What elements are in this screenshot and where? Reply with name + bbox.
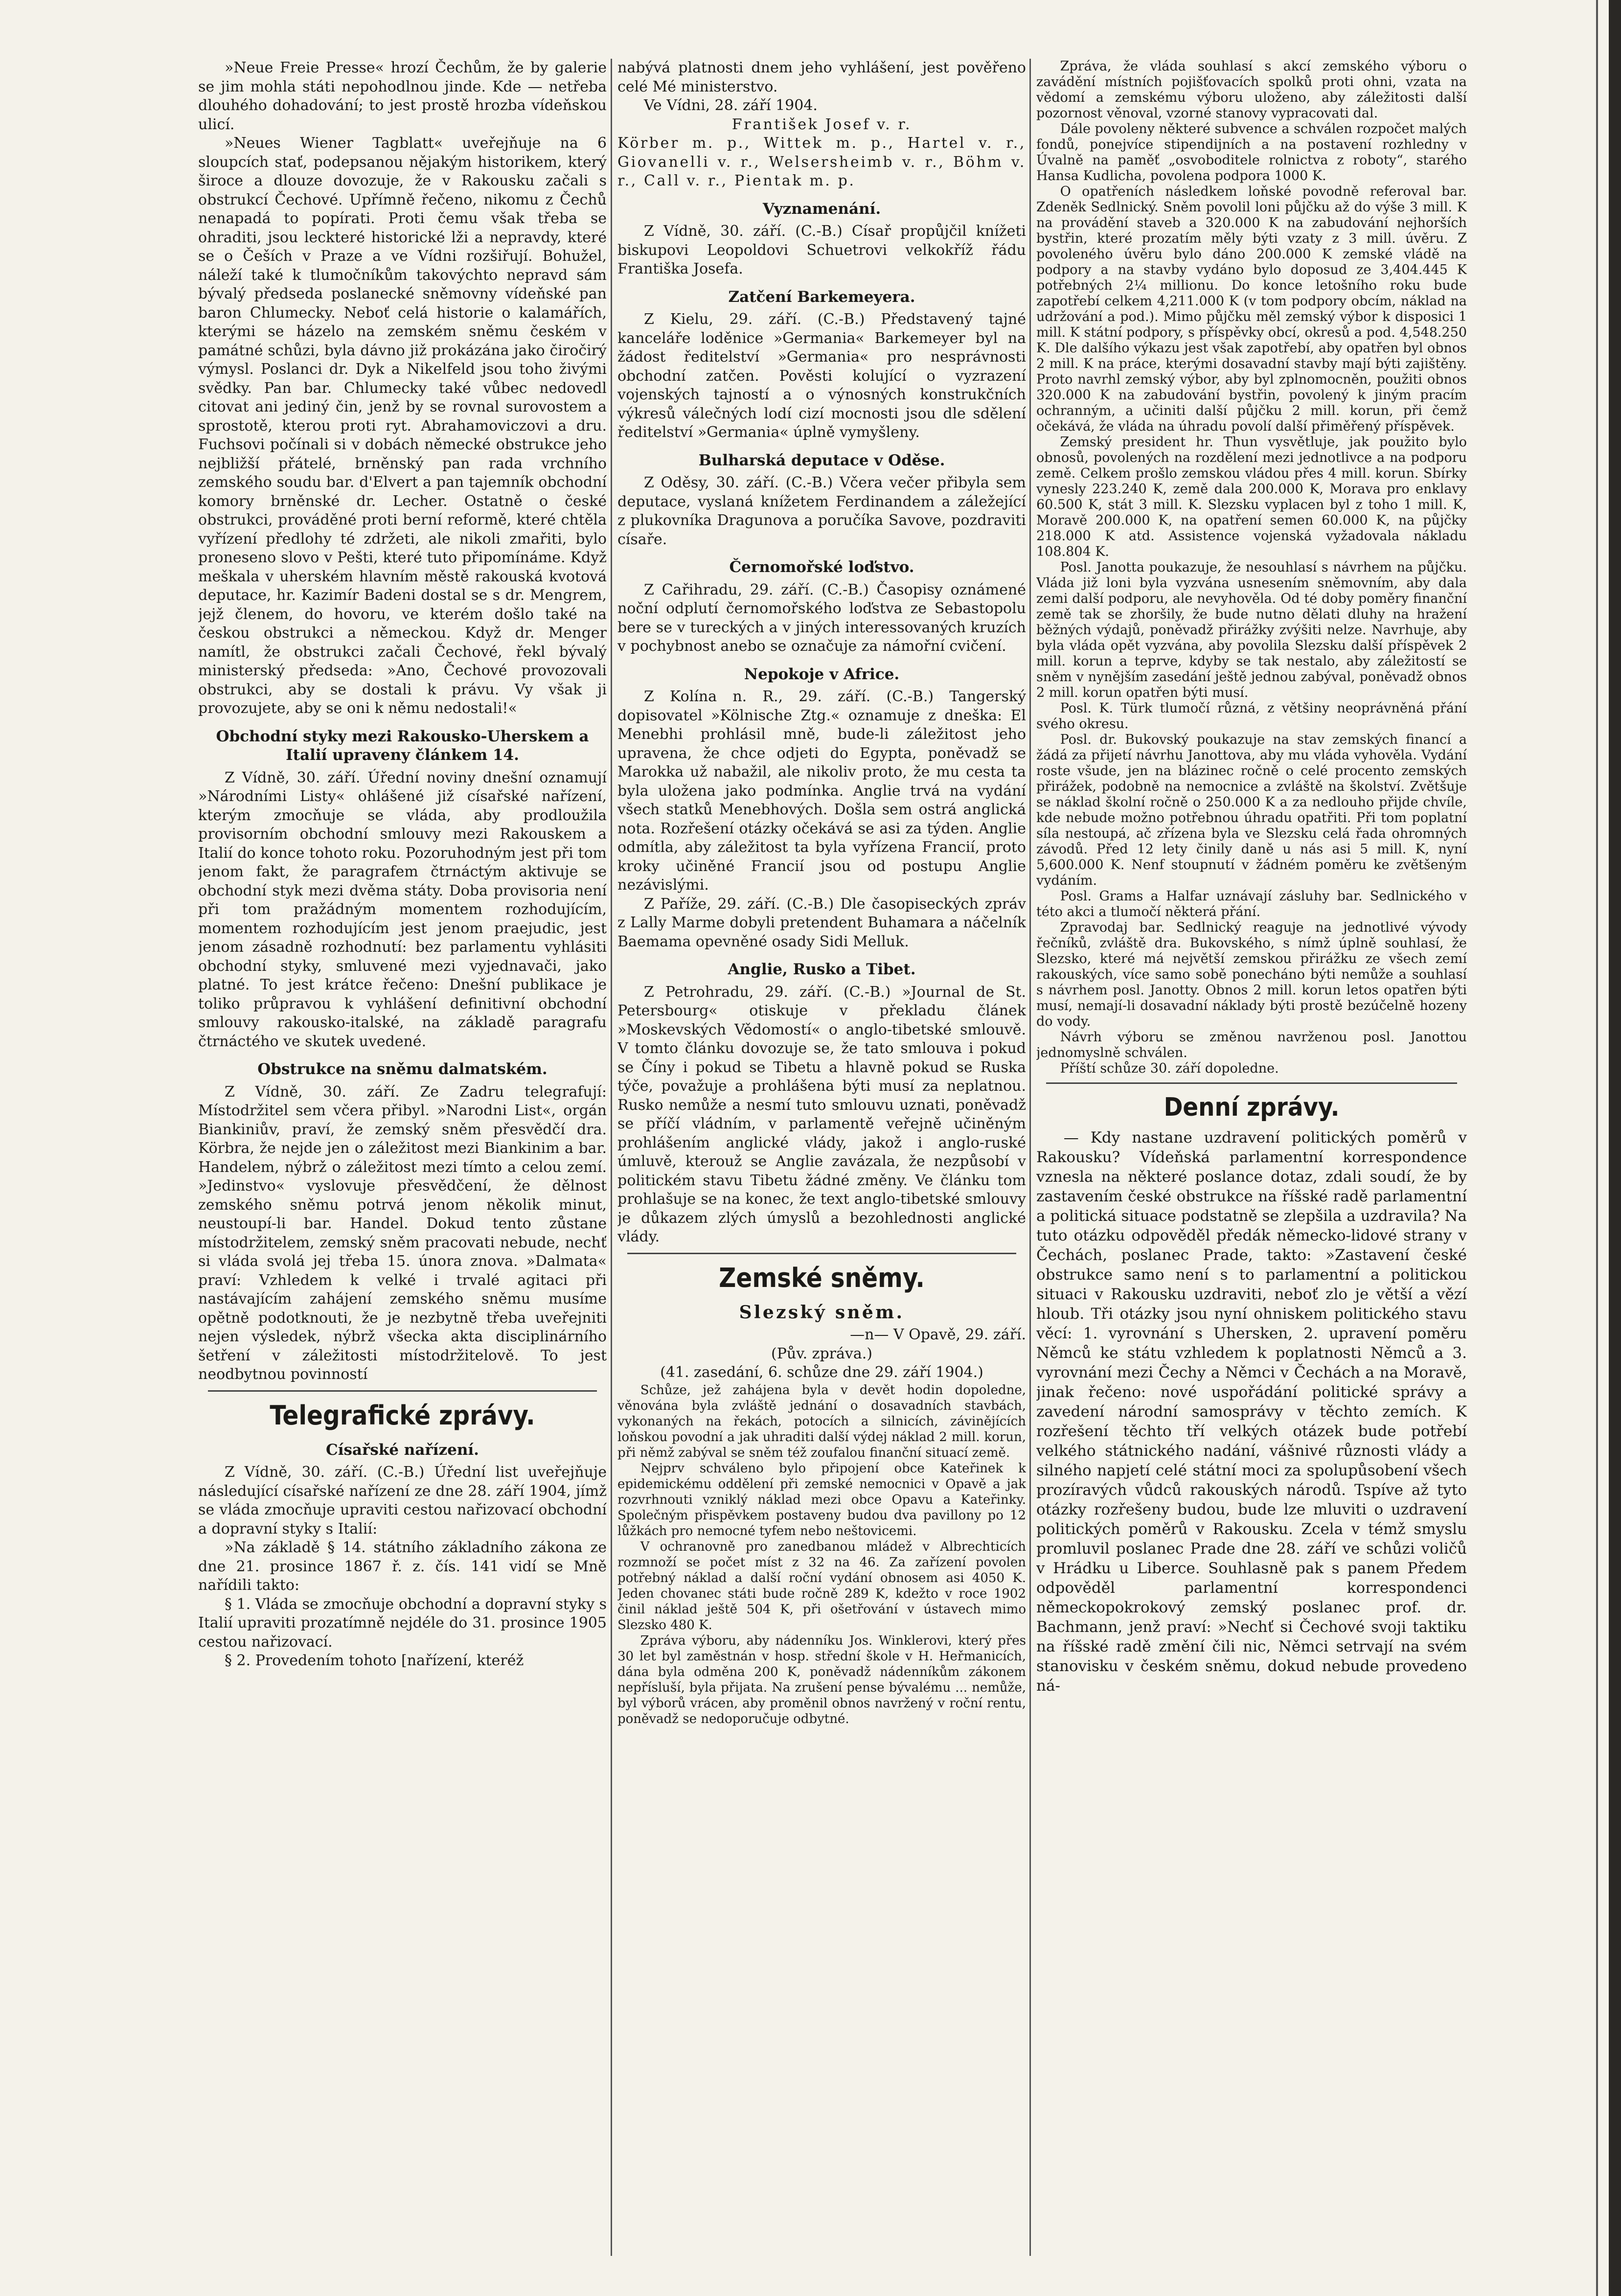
section-divider — [1046, 1082, 1457, 1084]
paragraph: Z Kielu, 29. září. (C.-B.) Představený tajné kanceláře loděnice »Germania« Barkemeyer byl na žádost ředitelství »Germania« pro nesprávnosti obchodní zatčen. Pověsti kolující o vyzrazení vojenských tajností a o výnosných konstrukčních výkresů válečných lodí cizí mocnosti jsou dle sdělení ředitelství »Germania« úplně vymyšleny. — [617, 311, 1026, 441]
article-heading: Obchodní styky mezi Rakousko-Uherskem a Italií upraveny článkem 14. — [216, 727, 589, 764]
dateline: Ve Vídni, 28. září 1904. — [644, 97, 818, 114]
article-heading: Císařské nařízení. — [326, 1441, 479, 1459]
column-rule-1 — [611, 59, 612, 2256]
paragraph: Z Vídně, 30. září. (C.-B.) Císař propůjčil knížeti biskupovi Leopoldovi Schuetrovi velkokříž řádu Františka Josefa. — [617, 223, 1026, 277]
article-heading: Nepokoje v Africe. — [744, 665, 900, 683]
paragraph: Dále povoleny některé subvence a schválen rozpočet malých fondů, ponejvíce stipendijních a na postavení rozhledny v Úvalně na paměť „osvoboditele rolnictva z roboty“, starého Hansa Kudlicha, povolena podpora 1000 K. — [1036, 121, 1467, 184]
column-rule-2 — [1029, 59, 1031, 2256]
article-heading: Černomořské loďstvo. — [729, 558, 914, 576]
article-heading: Bulharská deputace v Oděse. — [698, 451, 945, 469]
paragraph: Nejprv schváleno bylo připojení obce Kateřinek k epidemickému oddělení při zemské nemocnici v Opavě a jak rozvrhnouti vzniklý náklad mezi obce Opavu a Kateřinky. Společným přispěvkem postaveny budou dva pavillony po 12 lůžkách pro nemocné tyfem nebo neštovicemi. — [617, 1461, 1026, 1538]
paragraph: Z Vídně, 30. září. Úřední noviny dnešní oznamují »Národními Listy« ohlášené již císařské nařízení, kterým zmocňuje se vláda, aby prodloužila provisorním obchodní smlouvy mezi Rakouskem a Italií do konce tohoto roku. Pozoruhodným jest při tom jenom fakt, že paragrafem čtrnáctým aktivuje se obchodní styk mezi dvěma státy. Doba provisoria není při tom pražádným momentem rozhodujícím, momentem rozhodujícím jest jenom praejudic, jest jenom zásadně rozhodnutí: bez parlamentu vyhlásiti obchodní styky, smluvené mezi vyjednavači, jako platné. To jest krátce řečeno: Dnešní publikace je toliko průpravou k vyhlášení definitivní obchodní smlouvy rakousko-italské, na základě paragrafu čtrnáctého ve skutek uvedené. — [198, 769, 607, 1050]
column-right — [1036, 59, 1467, 2256]
section-title: Zemské sněmy. — [719, 1262, 925, 1293]
paragraph: § 1. Vláda se zmocňuje obchodní a dopravní styky s Italií upraviti prozatímně nejdéle do 31. prosince 1905 cestou nařizovací. — [198, 1595, 607, 1651]
signature: František Josef v. r. — [731, 115, 912, 133]
paragraph: Z Vídně, 30. září. (C.-B.) Úřední list uveřejňuje následující císařské nařízení ze dne 28. září 1904, jímž se vláda zmocňuje upraviti cestou nařizovací obchodní a dopravní styky s Italií: — [198, 1464, 607, 1538]
paragraph: Zpráva výboru, aby nádenníku Jos. Winklerovi, který přes 30 let byl zaměstnán v hosp. střední škole v H. Heřmanicích, dána byla odměna 200 K, poněvadž nádenníkům zákonem nepřísluší, byla přijata. Na zrušení pense bývalému ... nemůže, byl výborů vrácen, aby proměnil obnos navržený v roční rentu, poněvadž se nedoporučuje odbytné. — [617, 1633, 1026, 1726]
paragraph: O opatřeních následkem loňské povodně referoval bar. Zdeněk Sedlnický. Sněm povolil loni půjčku až do výše 3 mill. K na provádění staveb a 320.000 K na zabudování nejhorších bystřin, které prozatím měly býti vzaty z 3 mill. úvěru. Z povoleného úvěru bylo dáno 200.000 K zemské vládě na podpory a na stavby vydáno bylo doposud ze 3,404.445 K potřebných 2¼ millionu. Do konce letošního roku bude zapotřebí celkem 4,211.000 K (v tom podpory obcím, náklad na udržování a pod.). Mimo půjčku měl zemský výbor k disposici 1 mill. K státní podpory, s příspěvky obcí, okresů a pod. 4,548.250 K. Dle dalšího výkazu jest však zapotřebí, aby opatřen byl obnos 2 mill. K na práce, kterými dosavadní stavby mají býti zajištěny. Proto navrhl zemský výbor, aby byl zplnomocněn, použiti obnos 320.000 K na zabudování bystřin, povolený k jiným pracím ochranným, a učiniti další půjčku 2 mill. korun, při čemž očekává, že vláda na úhradu povolí další přiměřený příspěvek. — [1036, 184, 1467, 434]
paragraph: nabývá platnosti dnem jeho vyhlášení, jest pověřeno celé Mé ministerstvo. — [617, 59, 1026, 95]
article-heading: Vyznamenání. — [762, 200, 881, 218]
byline: (Pův. zpráva.) — [771, 1345, 872, 1362]
section-title: Telegrafické zprávy. — [270, 1400, 535, 1431]
article-heading: Obstrukce na sněmu dalmatském. — [257, 1060, 548, 1078]
paragraph: »Neue Freie Presse« hrozí Čechům, že by galerie se jim mohla státi nepohodlnou jinde. Kde — netřeba dlouhého dohadování; to jest prostě hrozba vídeňskou ulicí. — [198, 59, 607, 133]
paragraph: Schůze, jež zahájena byla v devět hodin dopoledne, věnována byla zvláště jednání o dosavadních stavbách, vykonaných na řekách, potocích a silnicích, závinějících loňskou povodní a jak uhraditi další výdej náklad 2 mill. korun, při němž zabýval se sněm též zoufalou finanční situací země. — [617, 1382, 1026, 1460]
paragraph: Návrh výboru se změnou navrženou posl. Janottou jednomyslně schválen. — [1036, 1030, 1467, 1060]
paragraph: Posl. Janotta poukazuje, že nesouhlasí s návrhem na půjčku. Vláda již loni byla vyzvána usnesením sněmovním, aby dala zemi další podporu, ale nevyhověla. Od té doby poměry finanční země tak se zhoršily, že bude nutno dělati dluhy na hražení běžných výdajů, poněvadž přirážky zvýšiti nelze. Navrhuje, aby byla vláda opět vyzvána, aby povolila Slezsku další příspěvek 2 mill. korun a teprve, kdyby se tak nestalo, aby záležitostí se sněm v nynějším zasedání ještě jednou zabýval, poněvadž obnos 2 mill. korun opatřen býti musí. — [1036, 560, 1467, 700]
section-divider — [627, 1253, 1016, 1254]
paragraph: — Kdy nastane uzdravení politických poměrů v Rakousku? Vídeňská parlamentní korrespondence vznesla na některé poslance dotaz, zdali soudí, že by zastavením české obstrukce na říšské radě parlamentní a politická situace podstatně se zlepšila a uzdravila? Na tuto otázku odpověděl předák německo-lidové strany v Čechách, poslanec Prade, takto: »Zastavení české obstrukce samo není s to parlamentní a politickou situaci v Rakousku uzdraviti, neboť zlo je větší a vězí hloub. Tři otázky jsou nyní ohniskem politického stavu věcí: 1. vyrovnání s Uhersken, 2. upravení poměru Němců ke státu vzhledem k poplatnosti Němců a 3. vyrovnání mezi Čechy a Němci v Čechách a na Moravě, jinak řečeno: nové uspořádání politické správy a zavedení národní samosprávy v těchto zemích. K rozřešení těchto tří velkých otázek bude potřebí velkého státnického nadání, vášnivé různosti vlády a silného napjetí celé státní moci za spolupůsobení všech prozíravých vůdců rakouských národů. Tspíve až tyto otázky rozřešeny budou, bude lze mluviti o uzdravení politických poměrů v Rakousku. Zcela v témž smyslu promluvil poslanec Prade dne 28. září ve schůzi voličů v Hrádku u Liberce. Souhlasně pak s panem Předem odpověděl parlamentní korrespondenci německopokrokový zemský poslanec prof. dr. Bachmann, jenž praví: »Nechť si Čechové svoji taktiku na říšské radě změní čili nic, Němci setrvají na svém stanovisku v českém sněmu, dokud nebude provedeno ná- — [1036, 1129, 1467, 1695]
column-left — [198, 59, 607, 2256]
paragraph: Zpravodaj bar. Sedlnický reaguje na jednotlivé vývody řečníků, zvláště dra. Bukovského, s nímž úplně souhlasí, že Slezsko, které má největší zemskou přirážku ze všech zemí rakouských, více samo sobě ponecháno býti nemůže a souhlasí s návrhem posl. Janotty. Obnos 2 mill. korun letos opatřen býti musí, nemají-li dosavadní náklady býti prostě bezúčelně hozeny do vody. — [1036, 920, 1467, 1029]
column-middle — [617, 59, 1026, 2256]
paragraph: Z Cařihradu, 29. září. (C.-B.) Časopisy oznámené noční odplutí černomořského loďstva ze Sebastopolu bere se v tureckých a v jiných interessovaných kruzích v pochybnost anebo se označuje za námořní cvičení. — [617, 581, 1026, 655]
paragraph: Z Paříže, 29. září. (C.-B.) Dle časopiseckých zpráv z Lally Marme dobyli pretendent Buhamara a náčelník Baemama opevněné osady Sidi Melluk. — [617, 895, 1026, 950]
paragraph: § 2. Provedením tohoto [nařízení, kteréž — [225, 1652, 524, 1669]
paragraph: V ochranovně pro zanedbanou mládež v Albrechticích rozmnoží se počet míst z 32 na 46. Za zařízení povolen potřebný náklad a další roční vydání obnosem asi 4050 K. Jeden chovanec státi bude ročně 289 K, kdežto v roce 1902 činil náklad ještě 504 K, při ošetřování v ústavech mimo Slezsko 480 K. — [617, 1539, 1026, 1632]
page-frame-line — [1596, 0, 1598, 2296]
paragraph: Z Vídně, 30. září. Ze Zadru telegrafují: Místodržitel sem včera přibyl. »Narodni List«, orgán Biankiniův, praví, že zemský sněm přesvědčí dra. Körbra, že nejde jen o záležitost mezi Biankinim a bar. Handelem, nýbrž o záležitost mezi tímto a celou zemí. »Jedinstvo« vyslovuje přesvědčení, že dělnost zemského sněmu potrvá jenom několik minut, neustoupí-li bar. Handel. Dokud tento zůstane místodržitelem, zemský sněm pracovati nebude, nechť si vláda svolá jej třeba 15. února znova. »Dalmata« praví: Vzhledem k velké i trvalé agitaci při nastávajícím zahájení zemského sněmu musíme opětně podotknouti, že je nezbytně třeba uveřejniti nejen výsledek, nýbrž všecka akta disciplinárního šetření v záležitosti místodržitelově. To jest neodbytnou povinností — [198, 1083, 607, 1383]
session-note: (41. zasedání, 6. schůze dne 29. září 1904.) — [660, 1364, 983, 1381]
paragraph: »Na základě § 14. státního základního zákona ze dne 21. prosince 1867 ř. z. čís. 141 vidí se Mně nařídili takto: — [198, 1539, 607, 1594]
paragraph: Z Petrohradu, 29. září. (C.-B.) »Journal de St. Petersbourg« otiskuje v překladu článek »Moskevských Vědomostí« o anglo-tibetské smlouvě. V tomto článku dovozuje se, že tato smlouva i pokud se Číny i pokud se Tibetu a hlavně pokud se Ruska týče, považuje a prohlášena býti musí za neplatnou. Rusko nemůže a nesmí tuto smlouvu uznati, poněvadž se příčí vládním, v parlamentě veřejně učiněným prohlášením anglické vlády, jakož i anglo-ruské úmluvě, kterouž se Anglie zavázala, že nezpůsobí v politickém stavu Tibetu žádné změny. Ve článku tom prohlašuje se na konec, že text anglo-tibetské smlouvy je důkazem zlých úmyslů a bezohlednosti anglické vlády. — [617, 983, 1026, 1245]
paragraph: Zpráva, že vláda souhlasí s akcí zemského výboru o zavádění místních pojišťovacích spolků proti ohni, vzata na vědomí a zemskému výboru uloženo, aby záležitosti další pozornost věnoval, vzorné stanovy vypracovati dal. — [1036, 59, 1467, 121]
article-heading: Anglie, Rusko a Tibet. — [728, 961, 916, 978]
paragraph: Zemský president hr. Thun vysvětluje, jak použito bylo obnosů, povolených na rozdělení mezi jednotlivce a na podporu země. Celkem prošlo zemskou vládou přes 4 mill. korun. Sbírky vynesly 223.240 K, země dala 200.000 K, Morava pro enklavy 60.500 K, stát 3 mill. K. Slezsku vyplacen byl z toho 1 mill. K, Moravě 200.000 K, na opatření semen 60.000 K, na půjčky 218.000 K atd. Assistence vojenská vyžadovala nákladu 108.804 K. — [1036, 435, 1467, 559]
article-heading: Slezský sněm. — [739, 1302, 905, 1323]
section-title: Denní zprávy. — [1164, 1093, 1340, 1122]
scan-edge — [1609, 0, 1621, 2296]
paragraph: »Neues Wiener Tagblatt« uveřejňuje na 6 sloupcích stať, podepsanou nějakým historikem, který široce a dlouze dovozuje, že v Rakousku začali s obstrukcí Čechové. Upřímně řečeno, nikomu z Čechů nenapadá to popírati. Proti čemu však třeba se ohraditi, jsou leckteré historické lži a nepravdy, které se o Češích v Praze a ve Vídni rozšiřují. Bohužel, náleží také k tlumočníkům takovýchto nepravd sám bývalý předseda poslanecké sněmovny vídeňské pan baron Chlumecky. Neboť celá historie o kalamářích, kterými se házelo na zemském sněmu českém v památné schůzi, byla dávno již prokázána jako čiročirý výmysl. Poslanci dr. Dyk a Nikelfeld jsou toho živými svědky. Pan bar. Chlumecky také vůbec nedovedl citovat ani jediný čin, jenž by se rovnal surovostem a sprostotě, kterou proti ryt. Abrahamoviczovi a dru. Fuchsovi počínali si v dobách německé obstrukce jeho nejbližší přátelé, brněnský pan rada vrchního zemského soudu bar. d'Elvert a pan tajemník obchodní komory brněnské dr. Lecher. Ostatně o české obstrukci, prováděné proti berní reformě, které chtěla vyřízení předlohy té zdržeti, ale nikoli zmařiti, bylo proneseno slovo v Pešti, které tuto připomínáme. Když meškala v uherském hlavním městě rakouská kvotová deputace, hr. Kazimír Badeni dostal se s dr. Mengrem, jejž členem, do hovoru, ve kterém došlo také na českou obstrukci a německou. Když dr. Menger namítl, že obstrukci začali Čechové, řekl bývalý ministerský předseda: »Ano, Čechové provozovali obstrukci, aby se dostali k právu. Vy však ji provozujete, aby se oni k němu nedostali!« — [198, 135, 607, 717]
dateline: —n— V Opavě, 29. září. — [850, 1326, 1026, 1343]
section-divider — [208, 1390, 597, 1392]
paragraph: Z Oděsy, 30. září. (C.-B.) Včera večer přibyla sem deputace, vyslaná knížetem Ferdinandem a záležející z plukovníka Dragunova a poručíka Savove, pozdraviti císaře. — [617, 474, 1026, 548]
paragraph: Posl. dr. Bukovský poukazuje na stav zemských financí a žádá za přijetí návrhu Janottova, aby mu vláda vyhověla. Vydání roste všude, jen na blázinec ročně o celé procento zemských přirážek, podobně na nemocnice a zvláště na školství. Zvětšuje se náklad školní ročně o 250.000 K a za nedlouho přijde chvíle, kde nebude možno potřebnou úhradu opatřiti. Při tom poplatní síla nestoupá, ač zřízena byla ve Slezsku celá řada ohromných závodů. Před 12 lety činily daně u nás asi 5 mill. K, nyní 5,600.000 K. Nenf stoupnutí v žádném poměru ke zvětšeným vydáním. — [1036, 732, 1467, 888]
paragraph: Příští schůze 30. září dopoledne. — [1060, 1061, 1279, 1076]
signatories: Körber m. p., Wittek m. p., Hartel v. r., Giovanelli v. r., Welsersheimb v. r., Böhm v. r., Call v. r., Pientak m. p. — [617, 135, 1026, 189]
paragraph: Posl. Grams a Halfar uznávají zásluhy bar. Sedlnického v této akci a tlumočí některá přání. — [1036, 889, 1467, 919]
paragraph: Posl. K. Türk tlumočí různá, z většiny neoprávněná přání svého okresu. — [1036, 701, 1467, 732]
paragraph: Z Kolína n. R., 29. září. (C.-B.) Tangerský dopisovatel »Kölnische Ztg.« oznamuje z dneška: El Menebhi prohlásil mně, bude-li záležitost jeho upravena, že chce odjeti do Egypta, poněvadž se Marokka už nabažil, ale nikoliv proto, že mu cesta ta byla uložena jako podmínka. Anglie trvá na vydání všech statků Menebhových. Došla sem ostrá anglická nota. Rozřešení otázky očekává se asi za týden. Anglie odmítla, aby záležitost ta byla vyřízena Francií, proto kroky učiněné Francií jsou od postupu Anglie nezávislými. — [617, 688, 1026, 894]
article-heading: Zatčení Barkemeyera. — [728, 288, 915, 306]
